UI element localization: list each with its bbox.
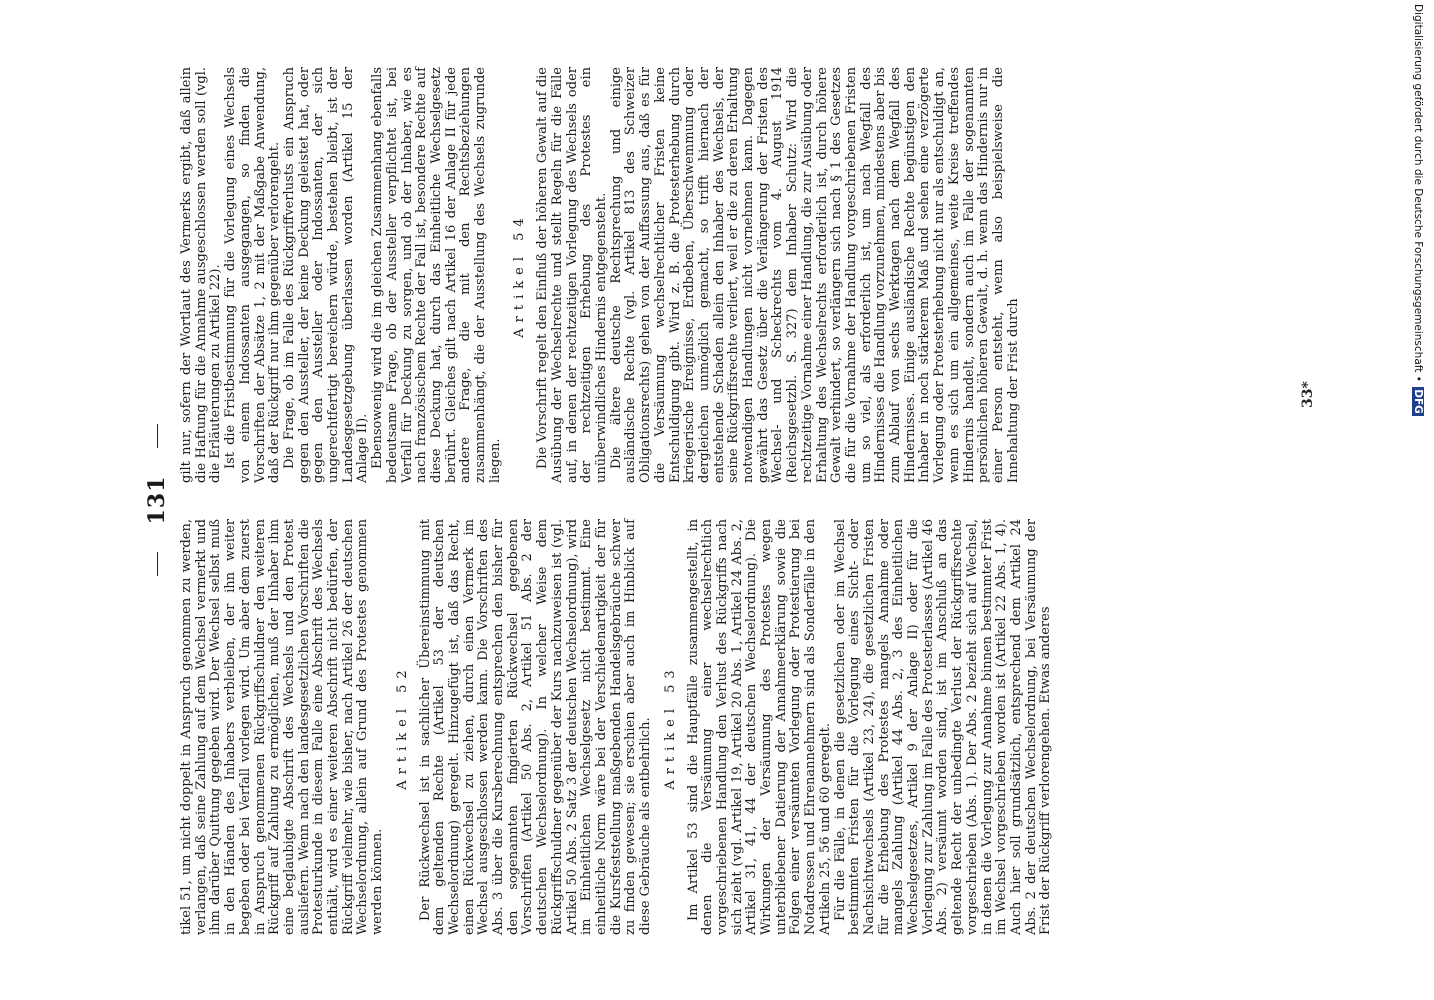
paragraph: Die Frage, ob im Falle des Rückgriffverlusts ein Anspruch gegen den Aussteller, der keine Deckung geleistet hat, oder gegen den Aussteller oder Indossanten, der sich ungerechtfertigt bereichern würde, bestehen bleibt, ist der Landesgesetzgebung überlassen worden (Artikel 15 der Anlage II). [281,67,371,483]
header-dash-right [157,424,158,448]
paragraph: Für die Fälle, in denen die gesetzlichen oder im Wechsel bestimmten Fristen für die Vorlegung eines Sicht- oder Nachsichtwechsels (Artikel 23, 24), die gesetzlichen Fristen für die Erhebung des Protestes mangels Annahme oder mangels Zahlung (Artikel 44 Abs. 2, 3 des Einheitlichen Wechselgesetzes, Artikel 9 der Anlage II) oder für die Vorlegung zur Zahlung im Falle des Protesterlasses (Artikel 46 Abs. 2) versäumt worden sind, ist im Anschluß an das geltende Recht der unbedingte Verlust der Rückgriffsrechte vorgeschrieben (Abs. 1). Der Abs. 2 bezieht sich auf Wechsel, in denen die Vorlegung zur Annahme binnen bestimmter Frist im Wechsel vorgeschrieben worden ist (Artikel 22 Abs. 1, 4). Auch hier soll grundsätzlich, entsprechend dem Artikel 24 Abs. 2 der deutschen Wechselordnung, bei Versäumung der Frist der Rückgriff verlorengehen. Etwas anderes [832,519,1054,935]
article-53-heading: Artikel 53 [662,664,678,790]
paragraph: Ist die Fristbestimmung für die Vorlegung eines Wechsels von einem Indossanten ausgegangen, so finden die Vorschriften der Absätze 1, 2 mit der Maßgabe Anwendung, daß der Rückgriff nur ihm gegenüber verlorengeht. [223,67,283,483]
paragraph: Die Vorschrift regelt den Einfluß der höheren Gewalt auf die Ausübung der Wechselrechte und stellt Regeln für die Fälle auf, in denen der rechtzeitigen Vorlegung des Wechsels oder der rechtzeitigen Erhebung des Protestes ein unüberwindliches Hindernis entgegensteht. [535,67,609,483]
paragraph: tikel 51, um nicht doppelt in Anspruch genommen zu werden, verlangen, daß seine Zahlung auf dem Wechsel vermerkt und ihm darüber Quittung gegeben wird. Der Wechsel selbst muß in den Händen des Inhabers verbleiben, der ihn weiter begeben oder bei Verfall vorlegen wird. Um aber dem zuerst in Anspruch genommenen Rückgriffschuldner den weiteren Rückgriff auf Zahlung zu ermöglichen, muß der Inhaber ihm eine beglaubigte Abschrift des Wechsels und den Protest ausliefern. Wenn nach den landesgesetzlichen Vorschriften die Protesturkunde in diesem Falle eine Abschrift des Wechsels enthält, wird es einer weiteren Abschrift nicht bedürfen, der Rückgriff vielmehr, wie bisher, nach Artikel 26 der deutschen Wechselordnung, allein auf Grund des Protestes genommen werden können. [179,519,386,935]
article-52-heading: Artikel 52 [394,664,410,790]
page-header [144,65,184,935]
document-page [144,65,1344,935]
right-column [180,67,1021,483]
digitization-credit [1412,4,1424,416]
paragraph: gilt nur, sofern der Wortlaut des Vermerks ergibt, daß allein die Haftung für die Annahme ausgeschlossen werden soll (vgl. die Erläuterungen zu Artikel 22). [179,67,224,483]
credit-text: Digitalisierung gefördert durch die Deutsche Forschungsgemeinschaft • [1412,4,1424,382]
paragraph: Die ältere deutsche Rechtsprechung und einige ausländische Rechte (vgl. Artikel 813 des Schweizer Obligationsrechts) gehen von der Auffassung aus, daß es für die Versäumung wechselrechtlicher Fristen keine Entschuldigung gibt. Wird z. B. die Protesterhebung durch kriegerische Ereignisse, Erdbeben, Überschwemmung oder dergleichen unmöglich gemacht, so trifft hiernach der entstehende Schaden allein den Inhaber des Wechsels, der seine Rückgriffsrechte verliert, weil er die zu deren Erhaltung notwendigen Handlungen nicht vornehmen kann. Dagegen gewährt das Gesetz über die Verlängerung der Fristen des Wechsel- und Scheckrechts vom 4. August 1914 (Reichsgesetzbl. S. 327) dem Inhaber Schutz: Wird die rechtzeitige Vornahme einer Handlung, die zur Ausübung oder Erhaltung des Wechselrechts erforderlich ist, durch höhere Gewalt verhindert, so verlängern sich nach § 1 des Gesetzes die für die Vornahme der Handlung vorgeschriebenen Fristen um so viel, als erforderlich ist, um nach Wegfall des Hindernisses die Handlung vorzunehmen, mindestens aber bis zum Ablauf von sechs Werktagen nach dem Wegfall des Hindernisses. Einige ausländische Rechte begünstigen den Inhaber in noch stärkerem Maß und sehen eine verzögerte Vorlegung oder Protesterhebung nicht nur als entschuldigt an, wenn es sich um ein allgemeines, weite Kreise treffendes Hindernis handelt, sondern auch im Falle der sogenannten persönlichen höheren Gewalt, d. h. wenn das Hindernis nur in einer Person entsteht, wenn also beispielsweise die Innehaltung der Frist durch [608,67,1021,483]
article-54-heading: Artikel 54 [512,212,528,338]
page-number: 131 [144,475,170,525]
dfg-logo: DFG [1412,389,1424,414]
left-column [180,519,1054,935]
paragraph: Der Rückwechsel ist in sachlicher Übereinstimmung mit dem geltenden Rechte (Artikel 53 der deutschen Wechselordnung) geregelt. Hinzugefügt ist, daß das Recht, einen Rückwechsel zu ziehen, durch einen Vermerk im Wechsel ausgeschlossen werden kann. Die Vorschriften des Abs. 3 über die Kursberechnung entsprechen den bisher für den sogenannten fingierten Rückwechsel gegebenen Vorschriften (Artikel 50 Abs. 2, Artikel 51 Abs. 2 der deutschen Wechselordnung). In welcher Weise dem Rückgriffschuldner gegenüber der Kurs nachzuweisen ist (vgl. Artikel 50 Abs. 2 Satz 3 der deutschen Wechselordnung), wird im Einheitlichen Wechselgesetz nicht bestimmt. Eine einheitliche Norm wäre bei der Verschiedenartigkeit der für die Kursfeststellung maßgebenden Handelsgebräuche schwer zu finden gewesen; sie erschien aber auch im Hinblick auf diese Gebräuche als entbehrlich. [417,519,654,935]
sheet-signature: 33* [1300,381,1316,408]
paragraph: Im Artikel 53 sind die Hauptfälle zusammengestellt, in denen die Versäumung einer wechselrechtlich vorgeschriebenen Handlung den Verlust des Rückgriffs nach sich zieht (vgl. Artikel 19, Artikel 20 Abs. 1, Artikel 24 Abs. 2, Artikel 31, 41, 44 der deutschen Wechselordnung). Die Wirkungen der Versäumung des Protestes wegen unterbliebener Datierung der Annahmeerklärung sowie die Folgen einer versäumten Vorlegung oder Protestierung bei Notadressen und Ehrenannehmern sind als Sonderfälle in den Artikeln 25, 56 und 60 geregelt. [685,519,833,935]
header-dash-left [157,552,158,576]
paragraph: Ebensowenig wird die im gleichen Zusammenhang ebenfalls bedeutsame Frage, ob der Aussteller verpflichtet ist, bei Verfall für Deckung zu sorgen, und ob der Inhaber, wie es nach französischem Rechte der Fall ist, besondere Rechte auf diese Deckung hat, durch das Einheitliche Wechselgesetz berührt. Gleiches gilt nach Artikel 16 der Anlage II für jede andere Frage, die mit den Rechtsbeziehungen zusammenhängt, die der Ausstellung des Wechsels zugrunde liegen. [370,67,503,483]
